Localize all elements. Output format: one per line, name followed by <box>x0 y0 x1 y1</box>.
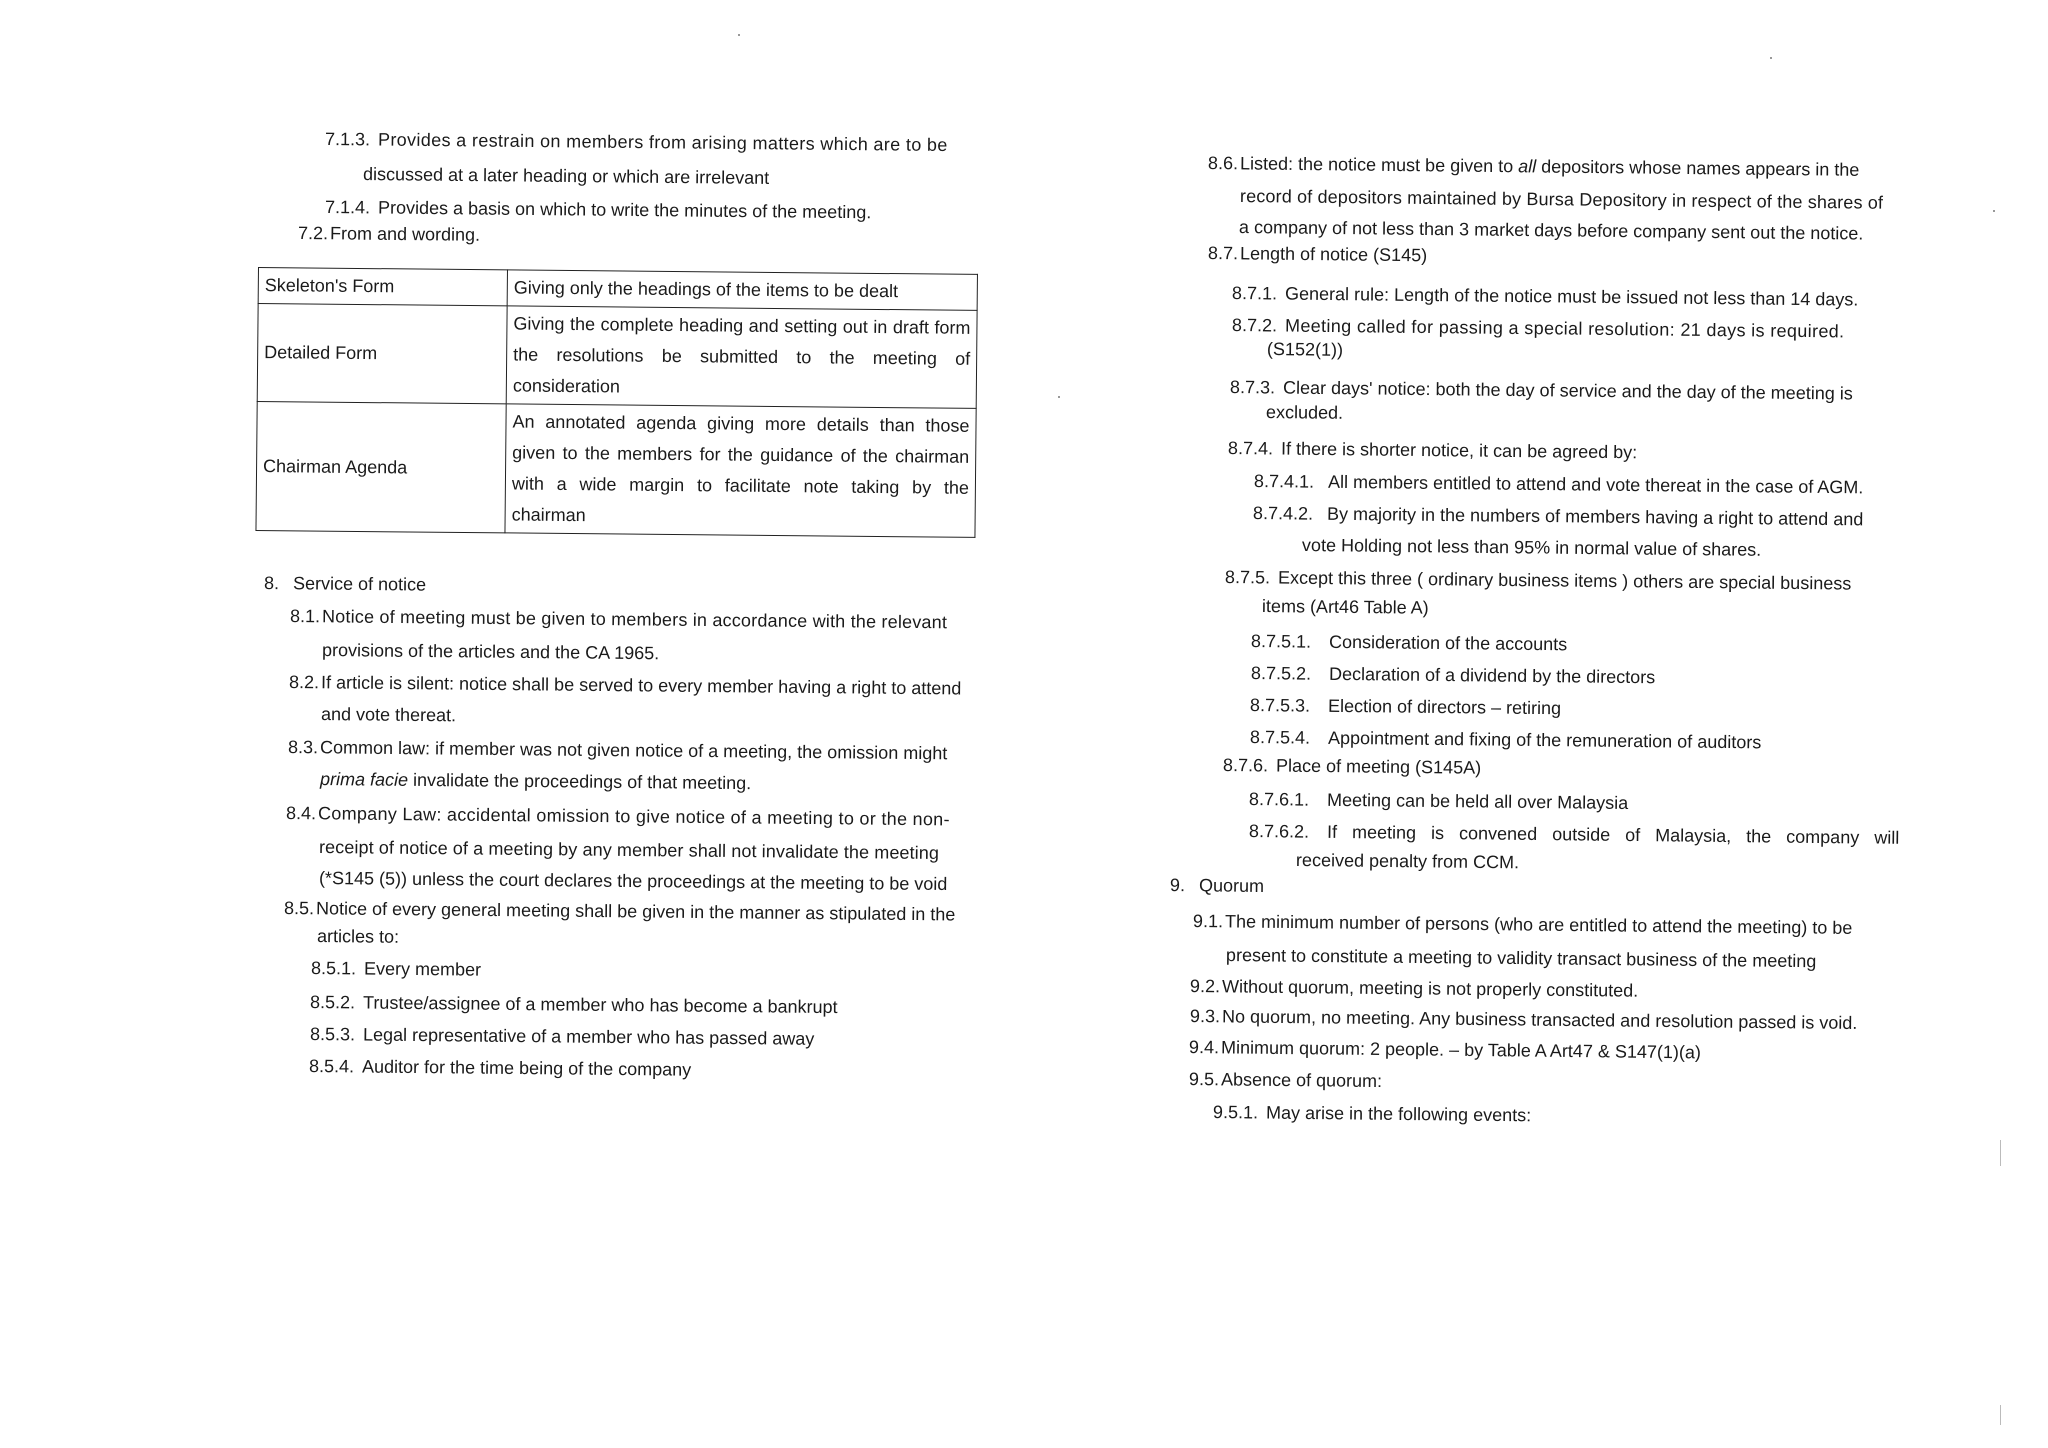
item-text: Consideration of the accounts <box>1328 631 1568 655</box>
text-line <box>1251 630 1567 655</box>
text-line <box>319 836 939 864</box>
item-number: 9.2. <box>1189 976 1221 997</box>
item-text: General rule: Length of the notice must be issued not less than 14 days. <box>1284 283 1859 310</box>
text-line <box>1189 1036 1701 1063</box>
item-text: Common law: if member was not given notice of a meeting, the omission might <box>319 737 948 764</box>
text-line <box>1296 849 1519 873</box>
item-number: 8.7.5. <box>1224 567 1271 588</box>
text-line <box>290 605 970 634</box>
forms-table <box>255 267 978 538</box>
item-text: Provides a basis on which to write the minutes of the meeting. <box>377 197 872 223</box>
item-text: From and wording. <box>329 223 481 245</box>
item-text: receipt of notice of a meeting by any member shall not invalidate the meeting <box>318 837 940 863</box>
item-text: Notice of every general meeting shall be given in the manner as stipulated in the <box>315 898 956 925</box>
item-text: (*S145 (5)) unless the court declares the proceedings at the meeting to be void <box>318 868 948 895</box>
item-text: Legal representative of a member who has passed away <box>362 1024 815 1049</box>
item-number: 8.7.6.1. <box>1248 789 1310 810</box>
text-line <box>1267 338 1343 361</box>
item-number: 8.7.5.3. <box>1249 695 1311 716</box>
text-line <box>289 671 962 699</box>
item-text: Without quorum, meeting is not properly constituted. <box>1221 976 1639 1001</box>
section-number: 8. <box>263 573 280 594</box>
text-line <box>1232 282 1859 311</box>
item-number: 8.5.4. <box>308 1056 355 1077</box>
text-line <box>1262 595 1429 619</box>
text-line <box>1225 566 1852 595</box>
text-line <box>1250 726 1762 753</box>
text-line <box>1190 975 1638 1002</box>
item-text-italic: all <box>1518 156 1537 177</box>
item-text: Except this three ( ordinary business items ) others are special business <box>1277 567 1852 594</box>
item-text: vote Holding not less than 95% in normal value of shares. <box>1301 535 1762 560</box>
text-line <box>317 925 399 948</box>
text-line <box>320 768 751 794</box>
item-number: 8.7.2. <box>1231 315 1278 336</box>
scan-speck <box>738 34 740 36</box>
item-text: Trustee/assignee of a member who has become a bankrupt <box>362 992 838 1018</box>
text-line <box>1193 910 1853 939</box>
item-number: 8.5.3. <box>309 1024 356 1045</box>
item-text: items (Art46 Table A) <box>1261 596 1429 618</box>
item-number: 8.7.5.1. <box>1250 631 1312 652</box>
text-line <box>1226 944 1817 972</box>
text-line <box>1250 694 1561 719</box>
item-text: Notice of meeting must be given to members in accordance with the relevant <box>321 606 948 633</box>
text-line <box>325 128 975 156</box>
section-heading <box>1170 874 1264 897</box>
item-number: 7.1.4. <box>324 197 371 218</box>
item-number: 8.1. <box>289 606 321 627</box>
item-text: Clear days' notice: both the day of service and the day of the meeting is <box>1282 377 1853 404</box>
text-line <box>1228 437 1637 463</box>
table-row <box>256 401 976 537</box>
text-line <box>1253 502 1864 530</box>
item-text: Place of meeting (S145A) <box>1275 755 1482 778</box>
item-text: a company of not less than 3 market days before company sent out the notice. <box>1238 217 1864 244</box>
item-number: 8.6. <box>1207 153 1239 174</box>
text-line <box>1239 216 1864 245</box>
text-line <box>284 897 956 925</box>
text-line <box>1240 185 1883 214</box>
item-text: Appointment and fixing of the remuneration of auditors <box>1327 727 1762 753</box>
item-number: 8.7. <box>1207 243 1239 264</box>
item-text: provisions of the articles and the CA 1965. <box>321 640 660 664</box>
item-text: If article is silent: notice shall be served to every member having a right to attend <box>320 672 962 699</box>
item-text-italic: prima facie <box>319 769 409 790</box>
item-number: 9.1. <box>1192 911 1224 932</box>
item-text: excluded. <box>1265 402 1344 423</box>
item-text: (S152(1)) <box>1266 339 1344 360</box>
item-number: 8.5.1. <box>310 958 357 979</box>
item-number: 8.7.5.4. <box>1249 727 1311 748</box>
text-line <box>1208 152 1860 181</box>
item-text: depositors whose names appears in the <box>1536 156 1860 180</box>
item-number: 8.7.3. <box>1229 377 1276 398</box>
text-line <box>310 991 838 1018</box>
item-text: Meeting can be held all over Malaysia <box>1326 789 1629 813</box>
table-cell-label: Chairman Agenda <box>256 401 506 532</box>
item-text: Meeting called for passing a special resolution: 21 days is required. <box>1284 315 1845 342</box>
item-text: Provides a restrain on members from arising matters which are to be <box>377 129 948 155</box>
table-cell-label: Detailed Form <box>257 304 507 404</box>
item-number: 8.3. <box>287 737 319 758</box>
item-number: 8.5. <box>283 898 315 919</box>
item-text: Absence of quorum: <box>1220 1069 1383 1092</box>
item-text: No quorum, no meeting. Any business transacted and resolution passed is void. <box>1221 1006 1858 1033</box>
text-line <box>309 1055 691 1081</box>
item-number: 9.3. <box>1189 1006 1221 1027</box>
item-text: invalidate the proceedings of that meeting. <box>407 769 752 794</box>
text-line <box>1266 401 1343 424</box>
table-cell-desc: Giving only the headings of the items to be dealt <box>507 270 977 311</box>
text-line <box>1254 470 1864 498</box>
item-text: articles to: <box>316 926 400 947</box>
item-text: and vote thereat. <box>320 704 457 726</box>
text-line <box>363 163 769 189</box>
text-line <box>311 957 481 981</box>
item-text: Every member <box>363 958 482 980</box>
item-text: received penalty from CCM. <box>1295 850 1520 873</box>
item-text: Election of directors – retiring <box>1327 695 1562 719</box>
item-text: record of depositors maintained by Bursa Depository in respect of the shares of <box>1239 186 1884 213</box>
item-number: 8.7.4.2. <box>1252 503 1314 524</box>
text-line <box>298 222 480 246</box>
item-text: Length of notice (S145) <box>1239 243 1428 266</box>
item-text: present to constitute a meeting to validity transact business of the meeting <box>1225 945 1817 972</box>
item-number: 8.4. <box>285 803 317 824</box>
item-text: Listed: the notice must be given to <box>1239 153 1519 177</box>
item-text: Minimum quorum: 2 people. – by Table A Art47 & S147(1)(a) <box>1220 1037 1702 1063</box>
item-number: 9.5. <box>1188 1069 1220 1090</box>
text-line <box>325 196 871 223</box>
item-number: 9.5.1. <box>1212 1102 1259 1123</box>
scan-speck <box>1770 57 1772 59</box>
text-line <box>1189 1068 1382 1092</box>
section-title: Service of notice <box>292 573 427 595</box>
item-number: 8.7.6.2. <box>1248 821 1310 842</box>
item-text: May arise in the following events: <box>1265 1102 1532 1126</box>
scan-edge-mark <box>2000 1140 2001 1166</box>
item-number: 8.5.2. <box>309 992 356 1013</box>
table-cell-desc: Giving the complete heading and setting out in draft form the resolutions be submitted to the meeting of consideration <box>506 306 977 409</box>
item-text: Auditor for the time being of the company <box>361 1056 692 1080</box>
item-text: If there is shorter notice, it can be agreed by: <box>1280 438 1638 463</box>
text-line <box>1302 534 1761 561</box>
item-number: 8.7.6. <box>1222 755 1269 776</box>
table-row <box>257 304 977 409</box>
item-number: 7.1.3. <box>324 129 371 150</box>
text-line <box>288 736 947 764</box>
item-text: discussed at a later heading or which are irrelevant <box>362 164 770 188</box>
scan-edge-mark <box>2000 1405 2001 1425</box>
text-line <box>1208 242 1427 266</box>
item-number: 8.2. <box>288 672 320 693</box>
item-text: By majority in the numbers of members having a right to attend and <box>1326 503 1864 530</box>
item-number: 9.4. <box>1188 1037 1220 1058</box>
text-line <box>321 703 456 726</box>
scan-speck <box>1058 396 1060 398</box>
item-number: 8.7.4. <box>1227 438 1274 459</box>
item-number: 7.2. <box>297 223 329 244</box>
text-line <box>319 867 948 895</box>
text-line <box>310 1023 815 1050</box>
item-text: All members entitled to attend and vote thereat in the case of AGM. <box>1327 471 1864 498</box>
item-text: The minimum number of persons (who are entitled to attend the meeting) to be <box>1224 911 1853 938</box>
scan-speck <box>1993 210 1995 212</box>
section-number: 9. <box>1169 875 1186 896</box>
item-number: 8.7.5.2. <box>1250 663 1312 684</box>
text-line <box>1251 662 1655 688</box>
text-line <box>322 639 659 664</box>
section-title: Quorum <box>1198 875 1265 896</box>
text-line <box>1213 1101 1531 1126</box>
item-number: 8.7.1. <box>1231 283 1278 304</box>
text-line <box>1230 376 1853 405</box>
table-cell-desc: An annotated agenda giving more details than those given to the members for the guidance of the chairman with a wide margin to facilitate note taking by the chairman <box>505 404 976 538</box>
text-line <box>1249 788 1628 814</box>
item-text: Declaration of a dividend by the directors <box>1328 663 1656 688</box>
text-line <box>1249 820 1899 849</box>
item-number: 8.7.4.1. <box>1253 471 1315 492</box>
text-line <box>1223 754 1481 779</box>
table-cell-label: Skeleton's Form <box>258 268 507 306</box>
section-heading <box>264 572 426 596</box>
item-text: If meeting is convened outside of Malaysia, the company will <box>1326 821 1900 848</box>
text-line <box>1190 1005 1858 1034</box>
item-text: Company Law: accidental omission to give notice of a meeting to or the non- <box>317 803 950 830</box>
text-line <box>286 802 950 830</box>
